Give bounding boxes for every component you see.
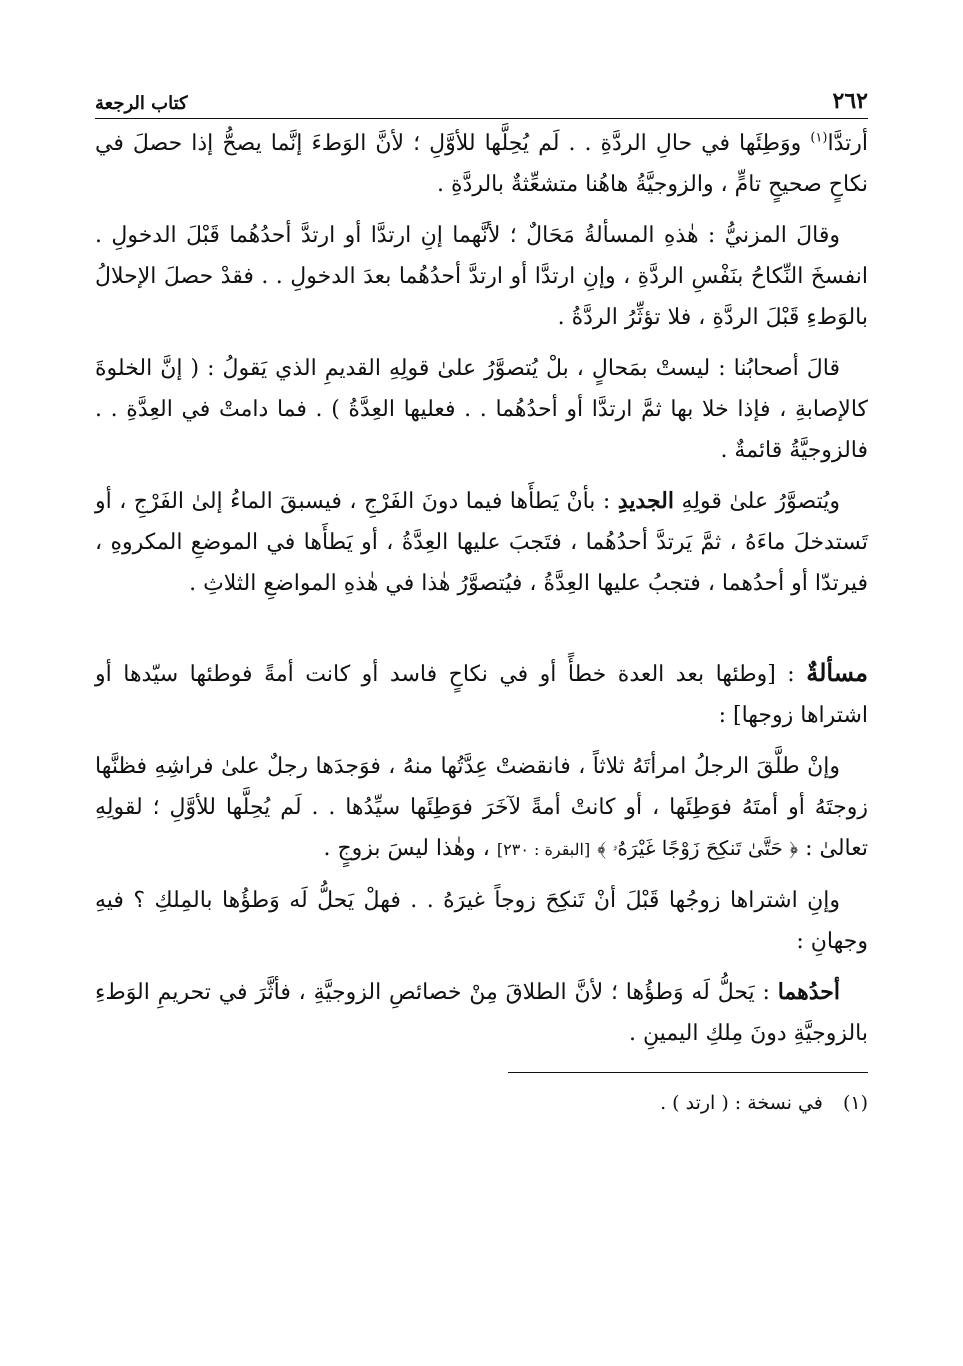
chapter-title: كتاب الرجعة xyxy=(95,93,188,114)
text-run: وإنْ طلَّقَ الرجلُ امرأتَهُ ثلاثاً ، فانقضتْ عِدَّتُها منهُ ، فوَجدَها رجلٌ علىٰ فراشِهِ فظنَّها زوجتَهُ أو أمتَهُ فوَطِئَها ، أو كانتْ أمةً لآخَرَ فوَطِئَها سيِّدُها . . لَم يُحِلَّها للأوَّلِ ؛ لقولِهِ تعالىٰ : xyxy=(95,754,868,861)
section-heading xyxy=(95,652,868,736)
quran-reference: [البقرة : ٢٣٠] xyxy=(496,840,591,859)
text-run: ويُتصوَّرُ علىٰ قولِهِ xyxy=(674,489,840,514)
running-head xyxy=(95,84,868,119)
body-text xyxy=(95,123,868,1054)
section-title: : [وطئها بعد العدة خطأً أو في نكاحٍ فاسد أو كانت أمةً فوطئها سيّدها أو اشتراها زوجها] : xyxy=(95,662,868,728)
bold-term: الجديدِ xyxy=(617,488,675,514)
text-run: : يَحلُّ لَه وَطؤُها ؛ لأنَّ الطلاقَ مِنْ خصائصِ الزوجيَّةِ ، فأثَّرَ في تحريمِ الوَطءِ بالزوجيَّةِ دونَ مِلكِ اليمينِ . xyxy=(95,980,868,1046)
text-run: ، وهٰذا ليسَ بزوجٍ . xyxy=(323,836,497,861)
text-run: ووَطِئَها في حالِ الردَّةِ . . لَم يُحِلَّها للأوَّلِ ؛ لأنَّ الوَطءَ إنَّما يصحُّ إذا حصلَ في نكاحٍ صحيحٍ تامٍّ ، والزوجيَّةُ هاهُنا متشعِّثةٌ بالردَّةِ . xyxy=(95,131,868,197)
footnote-ref: (١) xyxy=(810,130,828,146)
bold-term: أحدُهما xyxy=(777,979,840,1005)
footnote xyxy=(95,1089,868,1117)
text-run: : بأنْ يَطأَها فيما دونَ الفَرْجِ ، فيسبقَ الماءُ إلىٰ الفَرْجِ ، أو تَستدخلَ ماءَهُ ، ثمَّ يَرتدَّ أحدُهُما ، فتَجبَ عليها العِدَّةُ ، أو يَطأَها في الموضعِ المكروهِ ، فيرتدّا أو أحدُهما ، فتجبُ عليها العِدَّةُ ، فيُتصوَّرُ هٰذا في هٰذهِ المواضعِ الثلاثِ . xyxy=(95,489,868,596)
paragraph xyxy=(95,481,868,604)
section-term: مسألةٌ xyxy=(806,658,868,687)
paragraph xyxy=(95,972,868,1054)
paragraph: وقالَ المزنيُّ : هٰذهِ المسألةُ مَحَالٌ ؛ لأنَّهما إنِ ارتدَّا أو ارتدَّ أحدُهُما قَبْلَ الدخولِ . انفسخَ النِّكاحُ بنَفْسِ الردَّةِ ، وإنِ ارتدَّا أو ارتدَّ أحدُهُما بعدَ الدخولِ . . فقدْ حصلَ الإحلالُ بالوَطءِ قَبْلَ الردَّةِ ، فلا تؤثِّرُ الردَّةُ . xyxy=(95,223,868,330)
footnote-divider xyxy=(508,1072,868,1073)
quran-quote: ﴿ حَتَّىٰ تَنكِحَ زَوْجًا غَيْرَهُۥ ﴾ xyxy=(597,836,799,860)
page-number: ٢٦٢ xyxy=(832,88,868,114)
paragraph: قالَ أصحابُنا : ليستْ بمَحالٍ ، بلْ يُتصوَّرُ علىٰ قولِهِ القديمِ الذي يَقولُ : ( إنَّ الخلوةَ كالإصابةِ ، فإذا خلا بها ثمَّ ارتدَّا أو أحدُهُما . . فعليها العِدَّةُ ) . فما دامتْ في العِدَّةِ . . فالزوجيَّةُ قائمةٌ . xyxy=(95,356,868,463)
footnote-text: في نسخة : ( ارتد ) . xyxy=(660,1092,823,1114)
text-run: أرتدَّا xyxy=(827,131,868,156)
paragraph xyxy=(95,123,868,205)
footnote-number: (١) xyxy=(842,1092,868,1114)
paragraph xyxy=(95,746,868,870)
document-page xyxy=(95,84,868,1117)
paragraph: وإنِ اشتراها زوجُها قَبْلَ أنْ تَنكِحَ زوجاً غيرَهُ . . فهلْ يَحلُّ لَه وَطؤُها بالمِلكِ ؟ فيهِ وجهانِ : xyxy=(95,888,868,954)
